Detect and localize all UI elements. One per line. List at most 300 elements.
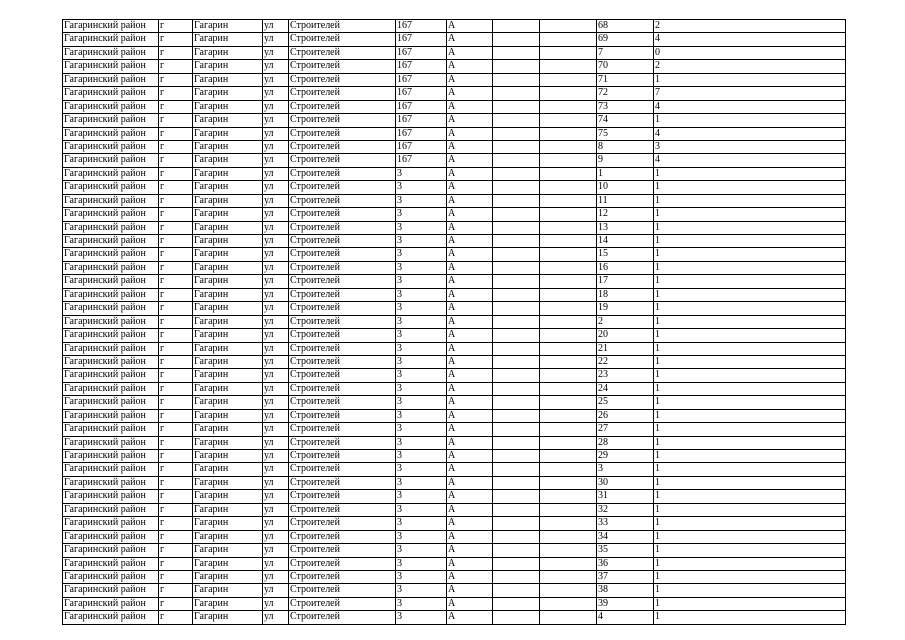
cell-house: 3: [396, 597, 447, 610]
cell-house: 167: [396, 20, 447, 33]
cell-building: [493, 382, 540, 395]
cell-house: 167: [396, 114, 447, 127]
cell-settlement-type: г: [159, 100, 193, 113]
address-table-sheet: [62, 19, 845, 625]
cell-street: Строителей: [289, 463, 396, 476]
cell-settlement: Гагарин: [193, 33, 263, 46]
cell-rooms: 1: [654, 450, 846, 463]
cell-settlement-type: г: [159, 127, 193, 140]
cell-rooms: 1: [654, 557, 846, 570]
cell-structure: [540, 450, 597, 463]
cell-house: 167: [396, 140, 447, 153]
cell-structure: [540, 611, 597, 624]
cell-apartment: 30: [597, 476, 654, 489]
cell-building: [493, 181, 540, 194]
cell-building: [493, 544, 540, 557]
table-row: [63, 275, 846, 288]
cell-building: [493, 208, 540, 221]
table-row: [63, 611, 846, 624]
cell-street-type: ул: [263, 33, 289, 46]
table-row: [63, 369, 846, 382]
cell-letter: А: [447, 87, 493, 100]
cell-settlement-type: г: [159, 570, 193, 583]
cell-settlement-type: г: [159, 382, 193, 395]
cell-settlement-type: г: [159, 235, 193, 248]
cell-structure: [540, 584, 597, 597]
cell-apartment: 32: [597, 503, 654, 516]
cell-settlement: Гагарин: [193, 450, 263, 463]
cell-apartment: 38: [597, 584, 654, 597]
cell-settlement: Гагарин: [193, 167, 263, 180]
cell-house: 3: [396, 221, 447, 234]
cell-building: [493, 275, 540, 288]
cell-street: Строителей: [289, 597, 396, 610]
cell-building: [493, 315, 540, 328]
cell-rooms: 1: [654, 476, 846, 489]
cell-building: [493, 584, 540, 597]
cell-structure: [540, 369, 597, 382]
cell-letter: А: [447, 221, 493, 234]
cell-house: 167: [396, 154, 447, 167]
cell-structure: [540, 73, 597, 86]
cell-apartment: 36: [597, 557, 654, 570]
cell-street: Строителей: [289, 490, 396, 503]
cell-district: Гагаринский район: [63, 302, 159, 315]
cell-letter: А: [447, 463, 493, 476]
cell-letter: А: [447, 46, 493, 59]
cell-house: 3: [396, 570, 447, 583]
cell-letter: А: [447, 409, 493, 422]
cell-house: 167: [396, 46, 447, 59]
table-row: [63, 167, 846, 180]
table-row: [63, 208, 846, 221]
cell-district: Гагаринский район: [63, 517, 159, 530]
cell-rooms: 1: [654, 221, 846, 234]
cell-structure: [540, 557, 597, 570]
cell-building: [493, 557, 540, 570]
cell-settlement: Гагарин: [193, 261, 263, 274]
cell-settlement-type: г: [159, 355, 193, 368]
cell-structure: [540, 275, 597, 288]
cell-apartment: 13: [597, 221, 654, 234]
cell-apartment: 3: [597, 463, 654, 476]
cell-rooms: 1: [654, 436, 846, 449]
cell-letter: А: [447, 597, 493, 610]
cell-rooms: 4: [654, 100, 846, 113]
cell-street: Строителей: [289, 517, 396, 530]
cell-house: 167: [396, 100, 447, 113]
cell-letter: А: [447, 517, 493, 530]
cell-building: [493, 355, 540, 368]
cell-street-type: ул: [263, 302, 289, 315]
table-row: [63, 60, 846, 73]
table-row: [63, 409, 846, 422]
cell-street: Строителей: [289, 355, 396, 368]
cell-settlement: Гагарин: [193, 60, 263, 73]
cell-settlement: Гагарин: [193, 557, 263, 570]
cell-street-type: ул: [263, 382, 289, 395]
cell-rooms: 1: [654, 409, 846, 422]
cell-settlement-type: г: [159, 342, 193, 355]
cell-building: [493, 60, 540, 73]
cell-settlement-type: г: [159, 329, 193, 342]
cell-street: Строителей: [289, 503, 396, 516]
cell-district: Гагаринский район: [63, 208, 159, 221]
cell-apartment: 68: [597, 20, 654, 33]
cell-rooms: 1: [654, 302, 846, 315]
cell-settlement-type: г: [159, 167, 193, 180]
cell-street: Строителей: [289, 20, 396, 33]
cell-settlement-type: г: [159, 597, 193, 610]
cell-street-type: ул: [263, 355, 289, 368]
cell-district: Гагаринский район: [63, 235, 159, 248]
cell-settlement: Гагарин: [193, 20, 263, 33]
cell-house: 3: [396, 315, 447, 328]
cell-street-type: ул: [263, 100, 289, 113]
cell-settlement-type: г: [159, 87, 193, 100]
table-row: [63, 490, 846, 503]
cell-house: 3: [396, 611, 447, 624]
cell-settlement: Гагарин: [193, 463, 263, 476]
cell-street: Строителей: [289, 114, 396, 127]
cell-district: Гагаринский район: [63, 544, 159, 557]
cell-rooms: 1: [654, 208, 846, 221]
cell-apartment: 26: [597, 409, 654, 422]
cell-district: Гагаринский район: [63, 114, 159, 127]
cell-building: [493, 530, 540, 543]
cell-settlement: Гагарин: [193, 476, 263, 489]
cell-structure: [540, 114, 597, 127]
cell-street: Строителей: [289, 140, 396, 153]
cell-street: Строителей: [289, 181, 396, 194]
cell-street: Строителей: [289, 544, 396, 557]
cell-street-type: ул: [263, 450, 289, 463]
cell-house: 3: [396, 382, 447, 395]
cell-structure: [540, 261, 597, 274]
cell-structure: [540, 127, 597, 140]
cell-house: 3: [396, 450, 447, 463]
table-row: [63, 46, 846, 59]
cell-district: Гагаринский район: [63, 463, 159, 476]
cell-street: Строителей: [289, 235, 396, 248]
cell-street: Строителей: [289, 476, 396, 489]
cell-street-type: ул: [263, 315, 289, 328]
cell-settlement-type: г: [159, 436, 193, 449]
cell-district: Гагаринский район: [63, 530, 159, 543]
cell-apartment: 8: [597, 140, 654, 153]
cell-building: [493, 436, 540, 449]
cell-street: Строителей: [289, 423, 396, 436]
cell-settlement: Гагарин: [193, 100, 263, 113]
cell-building: [493, 154, 540, 167]
table-row: [63, 288, 846, 301]
cell-apartment: 16: [597, 261, 654, 274]
cell-house: 3: [396, 584, 447, 597]
cell-house: 3: [396, 275, 447, 288]
cell-structure: [540, 194, 597, 207]
cell-settlement: Гагарин: [193, 288, 263, 301]
cell-building: [493, 463, 540, 476]
cell-structure: [540, 544, 597, 557]
cell-building: [493, 570, 540, 583]
cell-district: Гагаринский район: [63, 597, 159, 610]
cell-structure: [540, 597, 597, 610]
cell-letter: А: [447, 557, 493, 570]
table-body: [63, 20, 846, 625]
table-row: [63, 235, 846, 248]
cell-district: Гагаринский район: [63, 355, 159, 368]
cell-settlement-type: г: [159, 261, 193, 274]
cell-settlement: Гагарин: [193, 409, 263, 422]
cell-settlement: Гагарин: [193, 87, 263, 100]
table-row: [63, 423, 846, 436]
cell-settlement: Гагарин: [193, 355, 263, 368]
table-row: [63, 382, 846, 395]
cell-letter: А: [447, 423, 493, 436]
cell-apartment: 39: [597, 597, 654, 610]
cell-rooms: 1: [654, 597, 846, 610]
cell-house: 3: [396, 208, 447, 221]
cell-street-type: ул: [263, 503, 289, 516]
cell-street: Строителей: [289, 194, 396, 207]
cell-building: [493, 73, 540, 86]
cell-letter: А: [447, 140, 493, 153]
cell-letter: А: [447, 114, 493, 127]
cell-apartment: 10: [597, 181, 654, 194]
cell-settlement-type: г: [159, 248, 193, 261]
cell-street-type: ул: [263, 114, 289, 127]
cell-rooms: 1: [654, 530, 846, 543]
table-row: [63, 342, 846, 355]
cell-apartment: 21: [597, 342, 654, 355]
cell-apartment: 25: [597, 396, 654, 409]
cell-building: [493, 342, 540, 355]
cell-letter: А: [447, 261, 493, 274]
cell-house: 167: [396, 60, 447, 73]
cell-settlement-type: г: [159, 544, 193, 557]
cell-settlement: Гагарин: [193, 208, 263, 221]
table-row: [63, 463, 846, 476]
cell-street: Строителей: [289, 329, 396, 342]
cell-rooms: 1: [654, 369, 846, 382]
cell-settlement: Гагарин: [193, 114, 263, 127]
cell-letter: А: [447, 329, 493, 342]
cell-district: Гагаринский район: [63, 396, 159, 409]
cell-house: 167: [396, 73, 447, 86]
cell-district: Гагаринский район: [63, 409, 159, 422]
cell-street-type: ул: [263, 544, 289, 557]
cell-street-type: ул: [263, 584, 289, 597]
cell-rooms: 2: [654, 20, 846, 33]
cell-letter: А: [447, 154, 493, 167]
cell-street: Строителей: [289, 382, 396, 395]
table-row: [63, 544, 846, 557]
cell-building: [493, 33, 540, 46]
cell-house: 3: [396, 423, 447, 436]
cell-settlement-type: г: [159, 288, 193, 301]
cell-building: [493, 100, 540, 113]
cell-rooms: 1: [654, 248, 846, 261]
cell-rooms: 1: [654, 463, 846, 476]
cell-settlement: Гагарин: [193, 181, 263, 194]
cell-settlement: Гагарин: [193, 570, 263, 583]
cell-structure: [540, 302, 597, 315]
cell-house: 3: [396, 544, 447, 557]
cell-apartment: 29: [597, 450, 654, 463]
table-row: [63, 530, 846, 543]
table-row: [63, 557, 846, 570]
cell-structure: [540, 315, 597, 328]
table-row: [63, 194, 846, 207]
cell-structure: [540, 248, 597, 261]
cell-apartment: 37: [597, 570, 654, 583]
cell-district: Гагаринский район: [63, 154, 159, 167]
cell-house: 3: [396, 530, 447, 543]
cell-apartment: 31: [597, 490, 654, 503]
cell-building: [493, 127, 540, 140]
cell-structure: [540, 382, 597, 395]
cell-structure: [540, 463, 597, 476]
cell-house: 3: [396, 396, 447, 409]
table-row: [63, 597, 846, 610]
cell-structure: [540, 355, 597, 368]
cell-apartment: 22: [597, 355, 654, 368]
cell-building: [493, 476, 540, 489]
cell-street-type: ул: [263, 73, 289, 86]
cell-settlement: Гагарин: [193, 275, 263, 288]
cell-street-type: ул: [263, 208, 289, 221]
cell-settlement-type: г: [159, 208, 193, 221]
cell-settlement: Гагарин: [193, 235, 263, 248]
cell-rooms: 1: [654, 423, 846, 436]
cell-apartment: 74: [597, 114, 654, 127]
cell-settlement-type: г: [159, 503, 193, 516]
cell-structure: [540, 100, 597, 113]
cell-rooms: 1: [654, 544, 846, 557]
cell-district: Гагаринский район: [63, 20, 159, 33]
cell-structure: [540, 423, 597, 436]
cell-building: [493, 235, 540, 248]
cell-letter: А: [447, 127, 493, 140]
cell-house: 167: [396, 33, 447, 46]
cell-rooms: 1: [654, 611, 846, 624]
cell-street-type: ул: [263, 436, 289, 449]
cell-letter: А: [447, 33, 493, 46]
table-row: [63, 450, 846, 463]
cell-apartment: 33: [597, 517, 654, 530]
cell-apartment: 20: [597, 329, 654, 342]
cell-street-type: ул: [263, 194, 289, 207]
cell-settlement: Гагарин: [193, 302, 263, 315]
cell-letter: А: [447, 355, 493, 368]
cell-letter: А: [447, 288, 493, 301]
cell-letter: А: [447, 530, 493, 543]
table-row: [63, 329, 846, 342]
cell-structure: [540, 436, 597, 449]
cell-apartment: 23: [597, 369, 654, 382]
cell-structure: [540, 154, 597, 167]
cell-settlement-type: г: [159, 221, 193, 234]
cell-apartment: 73: [597, 100, 654, 113]
cell-district: Гагаринский район: [63, 503, 159, 516]
cell-street-type: ул: [263, 423, 289, 436]
cell-street: Строителей: [289, 302, 396, 315]
cell-street-type: ул: [263, 288, 289, 301]
cell-settlement-type: г: [159, 114, 193, 127]
cell-street-type: ул: [263, 20, 289, 33]
cell-street-type: ул: [263, 329, 289, 342]
cell-letter: А: [447, 544, 493, 557]
cell-settlement-type: г: [159, 275, 193, 288]
cell-district: Гагаринский район: [63, 140, 159, 153]
cell-street-type: ул: [263, 570, 289, 583]
cell-structure: [540, 20, 597, 33]
cell-settlement-type: г: [159, 611, 193, 624]
table-row: [63, 503, 846, 516]
cell-house: 167: [396, 87, 447, 100]
cell-district: Гагаринский район: [63, 584, 159, 597]
cell-rooms: 7: [654, 87, 846, 100]
cell-structure: [540, 570, 597, 583]
table-row: [63, 302, 846, 315]
cell-rooms: 1: [654, 584, 846, 597]
cell-structure: [540, 221, 597, 234]
cell-letter: А: [447, 100, 493, 113]
cell-building: [493, 302, 540, 315]
cell-settlement-type: г: [159, 490, 193, 503]
cell-settlement-type: г: [159, 476, 193, 489]
cell-district: Гагаринский район: [63, 382, 159, 395]
cell-letter: А: [447, 275, 493, 288]
cell-rooms: 1: [654, 342, 846, 355]
cell-street: Строителей: [289, 127, 396, 140]
cell-letter: А: [447, 60, 493, 73]
cell-street: Строителей: [289, 261, 396, 274]
cell-structure: [540, 33, 597, 46]
cell-settlement: Гагарин: [193, 584, 263, 597]
cell-house: 167: [396, 127, 447, 140]
cell-rooms: 4: [654, 33, 846, 46]
table-row: [63, 248, 846, 261]
cell-settlement-type: г: [159, 46, 193, 59]
cell-settlement: Гагарин: [193, 194, 263, 207]
cell-district: Гагаринский район: [63, 476, 159, 489]
cell-district: Гагаринский район: [63, 329, 159, 342]
cell-building: [493, 396, 540, 409]
cell-district: Гагаринский район: [63, 248, 159, 261]
cell-street-type: ул: [263, 342, 289, 355]
cell-structure: [540, 167, 597, 180]
cell-street: Строителей: [289, 208, 396, 221]
cell-street: Строителей: [289, 275, 396, 288]
cell-street-type: ул: [263, 221, 289, 234]
cell-apartment: 14: [597, 235, 654, 248]
cell-street: Строителей: [289, 436, 396, 449]
cell-settlement-type: г: [159, 194, 193, 207]
cell-district: Гагаринский район: [63, 87, 159, 100]
cell-district: Гагаринский район: [63, 194, 159, 207]
cell-district: Гагаринский район: [63, 450, 159, 463]
cell-letter: А: [447, 611, 493, 624]
cell-district: Гагаринский район: [63, 46, 159, 59]
cell-structure: [540, 517, 597, 530]
cell-letter: А: [447, 476, 493, 489]
cell-district: Гагаринский район: [63, 436, 159, 449]
cell-district: Гагаринский район: [63, 127, 159, 140]
cell-settlement: Гагарин: [193, 127, 263, 140]
cell-apartment: 24: [597, 382, 654, 395]
cell-rooms: 1: [654, 503, 846, 516]
